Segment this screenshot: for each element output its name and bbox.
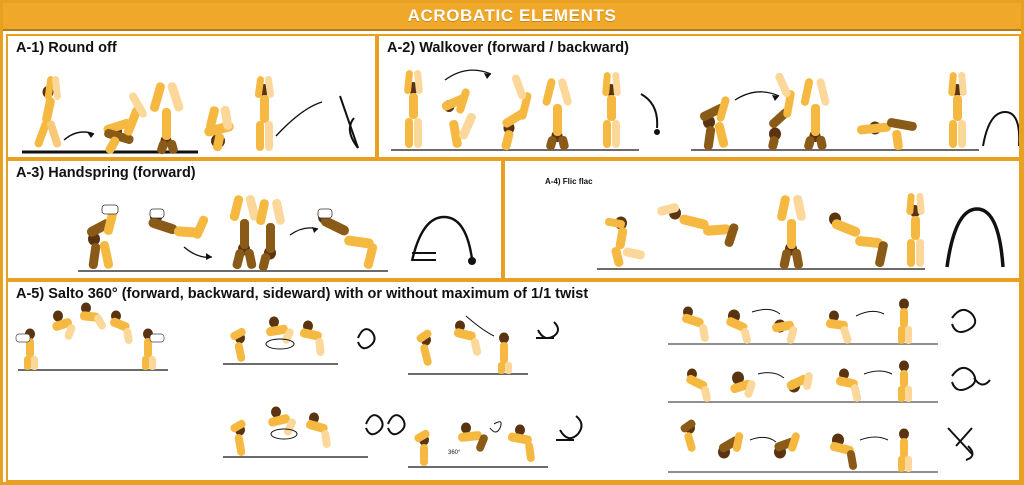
page-title: ACROBATIC ELEMENTS [407, 6, 617, 25]
panel-salto-figures [8, 282, 1019, 480]
panel-walkover-label: A-2) Walkover (forward / backward) [387, 40, 629, 56]
panel-salto-label: A-5) Salto 360° (forward, backward, sideward) with or without maximum of 1/1 twist [16, 286, 589, 302]
panel-walkover [377, 34, 1021, 159]
panel-handspring-figures [8, 161, 501, 278]
panel-flic-flac-figures [505, 161, 1019, 278]
panel-round-off-label: A-1) Round off [16, 40, 117, 56]
panel-flic-flac [503, 159, 1021, 280]
round-off-illustration [8, 36, 375, 157]
panel-round-off [6, 34, 377, 159]
salto-illustration [8, 282, 1019, 480]
panel-handspring [6, 159, 503, 280]
panel-walkover-figures [379, 36, 1019, 157]
page-header [3, 3, 1021, 31]
panel-handspring-label: A-3) Handspring (forward) [16, 165, 196, 181]
panel-flic-flac-label: A-4) Flic flac [545, 177, 593, 186]
walkover-illustration [379, 36, 1019, 157]
flic-flac-illustration [505, 161, 1019, 278]
panel-round-off-figures [8, 36, 375, 157]
handspring-illustration [8, 161, 501, 278]
twist-annotation: 360° [448, 450, 461, 456]
panel-salto [6, 280, 1021, 482]
